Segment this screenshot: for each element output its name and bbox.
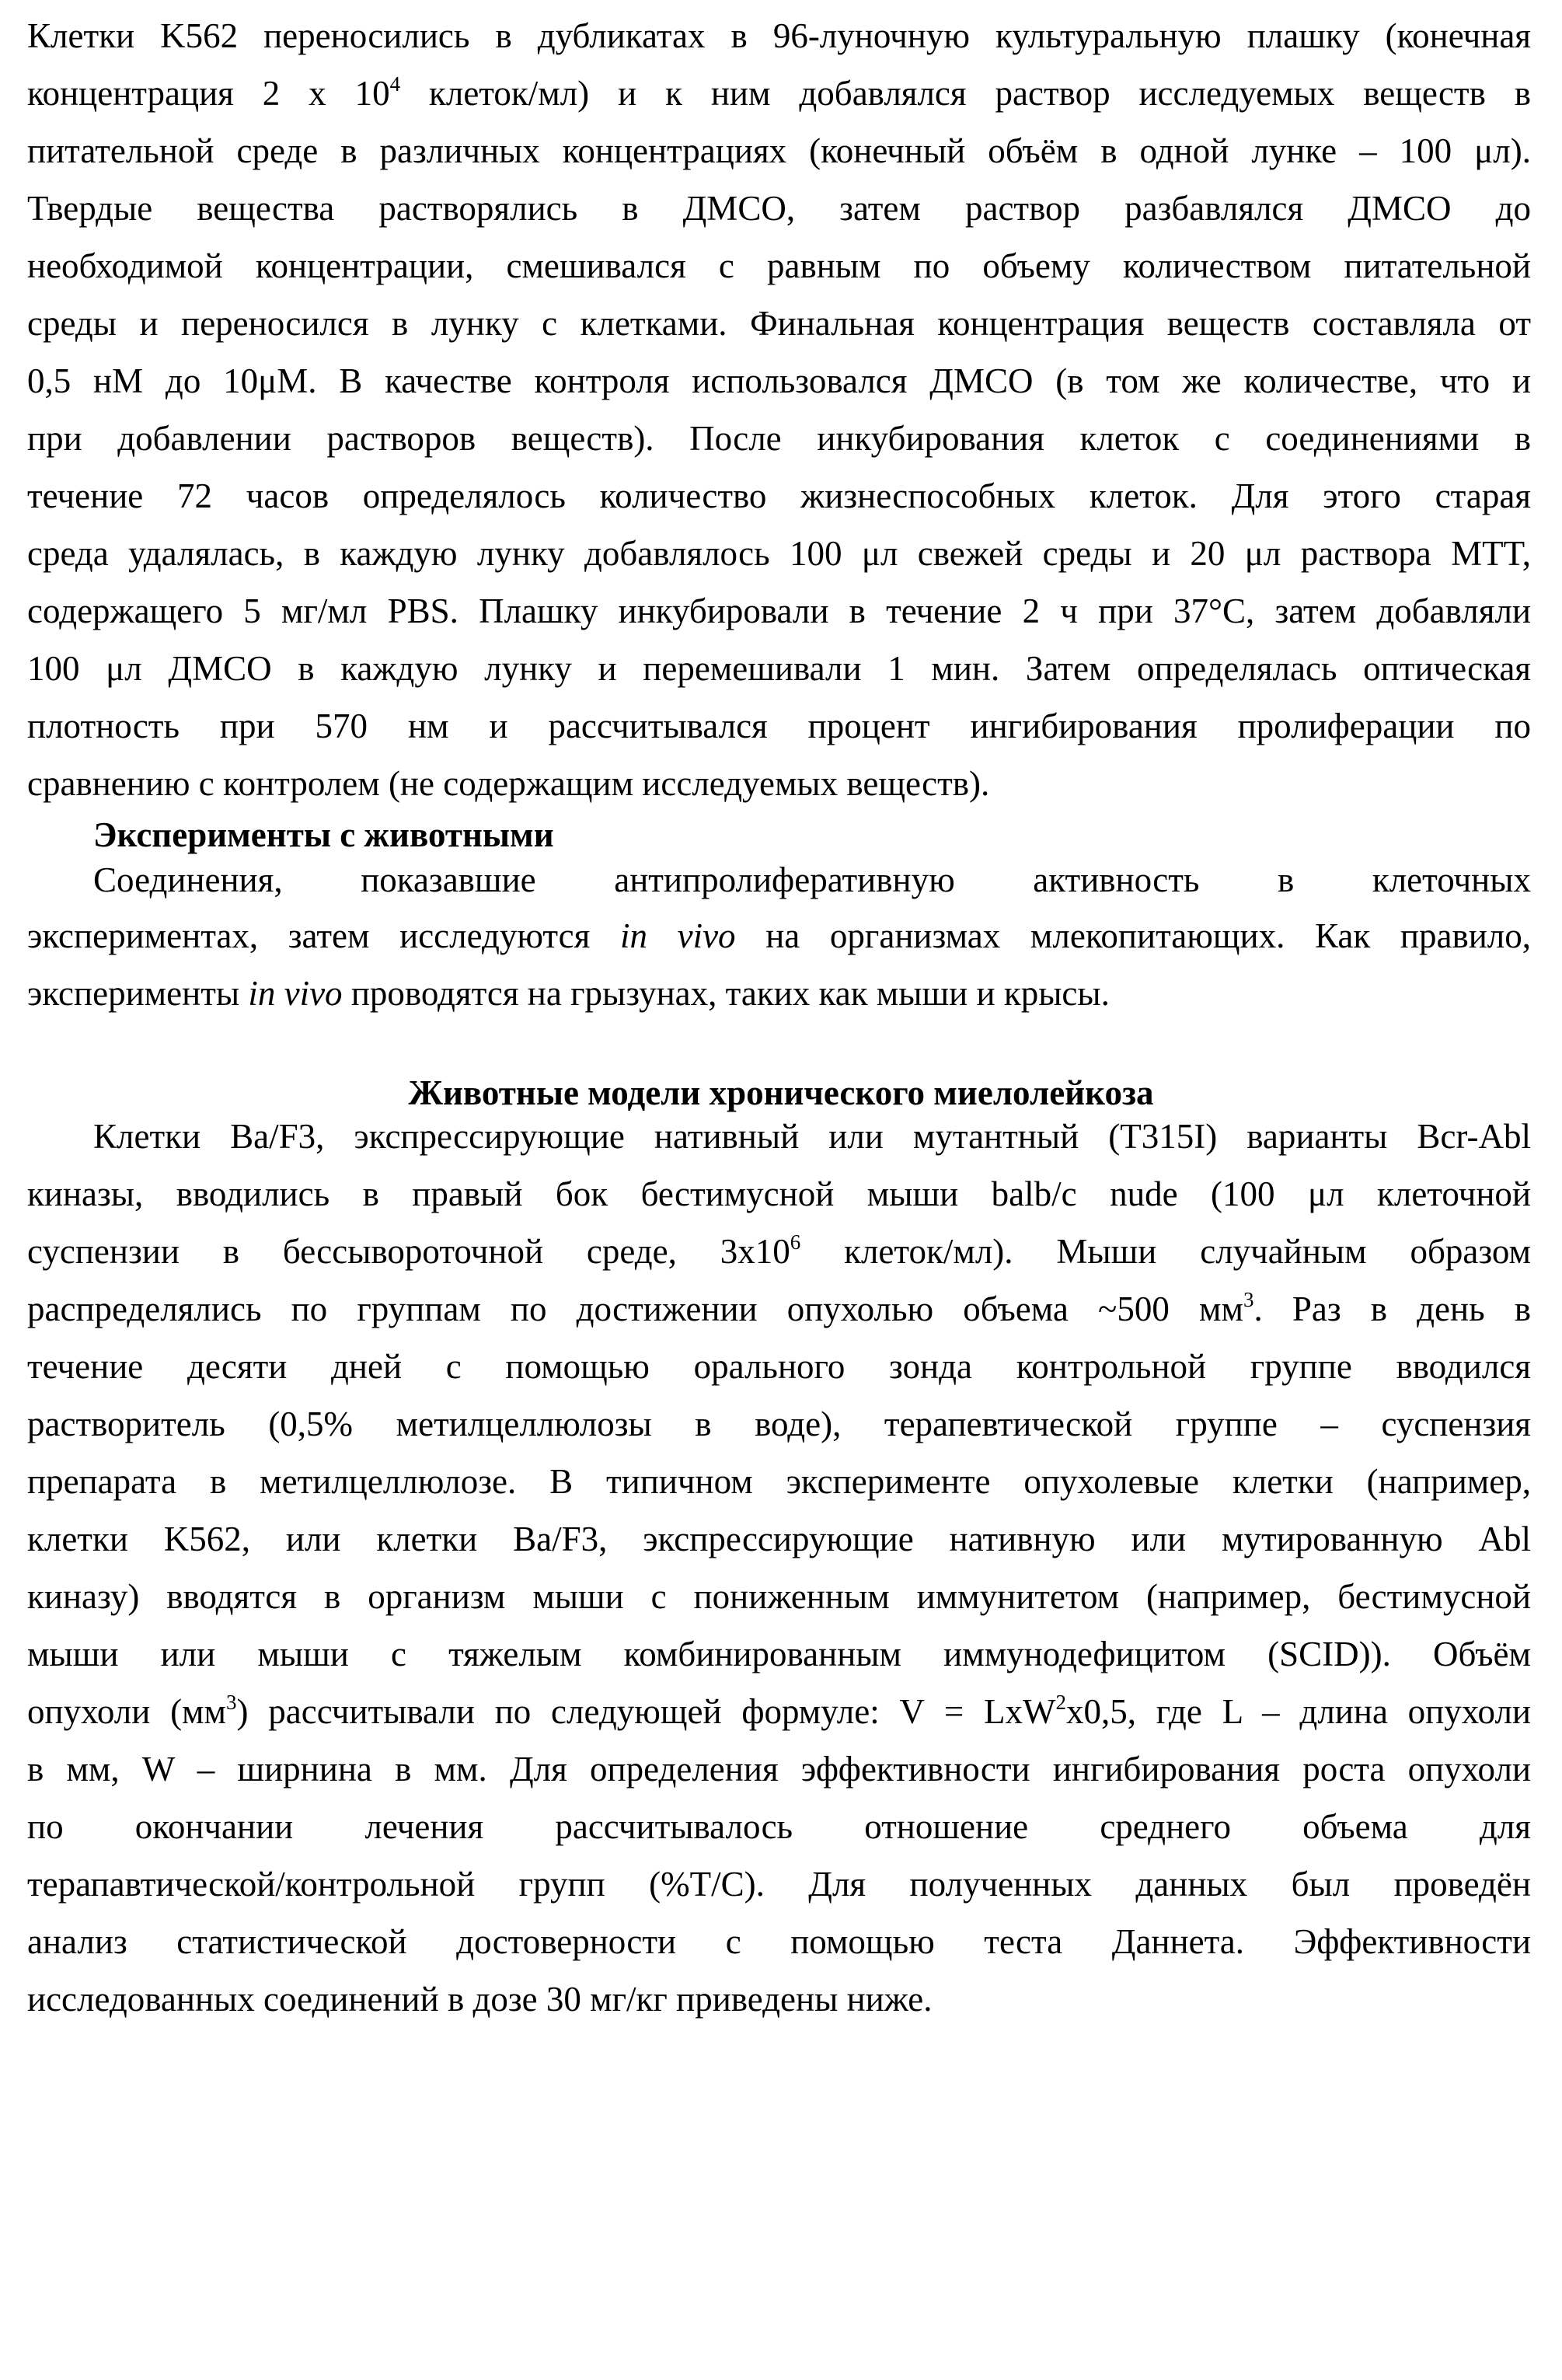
superscript: 4 <box>390 72 401 96</box>
p1-line-1: Клетки K562 переносились в дубликатах в 96-луночную культуральную плашку (конечная <box>27 14 1531 58</box>
text: экспериментах, затем исследуются <box>27 916 620 955</box>
p1-line-5: необходимой концентрации, смешивался с равным по объему количеством питательной <box>27 244 1531 288</box>
text: на организмах млекопитающих. Как правило, <box>736 916 1531 955</box>
text: проводятся на грызунах, таких как мыши и крысы. <box>343 974 1110 1013</box>
p3-line-9: киназу) вводятся в организм мыши с пониженным иммунитетом (например, бестимусной <box>27 1575 1531 1618</box>
p1-line-14: сравнению с контролем (не содержащим исследуемых веществ). <box>27 762 1531 805</box>
p2-line-2 <box>27 914 1531 958</box>
p3-line-12: в мм, W – ширнина в мм. Для определения эффективности ингибирования роста опухоли <box>27 1747 1531 1791</box>
text: распределялись по группам по достижении опухолью объема ~500 мм <box>27 1289 1243 1328</box>
p3-line-1: Клетки Ba/F3, экспрессирующие нативный или мутантный (T315I) варианты Bcr-Abl <box>93 1115 1531 1158</box>
text: ) рассчитывали по следующей формуле: V = LxW <box>237 1692 1056 1731</box>
p1-line-6: среды и переносился в лунку с клетками. Финальная концентрация веществ составляла от <box>27 302 1531 345</box>
text: эксперименты <box>27 974 248 1013</box>
italic-term: in vivo <box>620 916 736 955</box>
p1-line-13: плотность при 570 нм и рассчитывался процент ингибирования пролиферации по <box>27 704 1531 748</box>
text: клеток/мл). Мыши случайным образом <box>800 1232 1531 1271</box>
p1-line-3: питательной среде в различных концентрациях (конечный объём в одной лунке – 100 μл). <box>27 129 1531 173</box>
p1-line-4: Твердые вещества растворялись в ДМСО, затем раствор разбавлялся ДМСО до <box>27 187 1531 230</box>
p3-line-15: анализ статистической достоверности с помощью теста Даннета. Эффективности <box>27 1920 1531 1963</box>
p2-line-1: Соединения, показавшие антипролиферативную активность в клеточных <box>93 858 1531 902</box>
p3-line-7: препарата в метилцеллюлозе. В типичном эксперименте опухолевые клетки (например, <box>27 1460 1531 1503</box>
p3-line-16: исследованных соединений в дозе 30 мг/кг приведены ниже. <box>27 1977 1531 2021</box>
p3-line-11 <box>27 1690 1531 1733</box>
p1-line-8: при добавлении растворов веществ). После инкубирования клеток с соединениями в <box>27 417 1531 460</box>
p3-line-13: по окончании лечения рассчитывалось отношение среднего объема для <box>27 1805 1531 1848</box>
section-heading-animal-experiments: Эксперименты с животными <box>93 813 554 857</box>
p1-line-12: 100 μл ДМСО в каждую лунку и перемешивали 1 мин. Затем определялась оптическая <box>27 647 1531 690</box>
p3-line-8: клетки K562, или клетки Ba/F3, экспрессирующие нативную или мутированную Abl <box>27 1517 1531 1561</box>
section-heading-cml-models: Животные модели хронического миелолейкоза <box>0 1071 1562 1115</box>
document-page <box>0 0 1562 2380</box>
superscript: 6 <box>790 1230 801 1254</box>
p2-line-3 <box>27 972 1531 1015</box>
text: . Раз в день в <box>1253 1289 1531 1328</box>
p3-line-3 <box>27 1230 1531 1273</box>
p3-line-10: мыши или мыши с тяжелым комбинированным иммунодефицитом (SCID)). Объём <box>27 1632 1531 1676</box>
text: клеток/мл) и к ним добавлялся раствор исследуемых веществ в <box>400 74 1531 113</box>
superscript: 3 <box>226 1691 237 1714</box>
p3-line-14: терапавтической/контрольной групп (%T/C). Для полученных данных был проведён <box>27 1862 1531 1906</box>
p1-line-2 <box>27 72 1531 115</box>
p1-line-11: содержащего 5 мг/мл PBS. Плашку инкубировали в течение 2 ч при 37°С, затем добавляли <box>27 589 1531 633</box>
p3-line-2: киназы, вводились в правый бок бестимусной мыши balb/c nude (100 μл клеточной <box>27 1172 1531 1216</box>
p1-line-7: 0,5 нМ до 10μМ. В качестве контроля использовался ДМСО (в том же количестве, что и <box>27 359 1531 403</box>
p3-line-5: течение десяти дней с помощью орального зонда контрольной группе вводился <box>27 1345 1531 1388</box>
text: опухоли (мм <box>27 1692 226 1731</box>
superscript: 3 <box>1243 1288 1254 1311</box>
text: концентрация 2 x 10 <box>27 74 390 113</box>
italic-term: in vivo <box>248 974 342 1013</box>
p3-line-6: растворитель (0,5% метилцеллюлозы в воде), терапевтической группе – суспензия <box>27 1402 1531 1446</box>
p3-line-4 <box>27 1287 1531 1331</box>
p1-line-9: течение 72 часов определялось количество жизнеспособных клеток. Для этого старая <box>27 474 1531 518</box>
text: x0,5, где L – длина опухоли <box>1066 1692 1531 1731</box>
text: суспензии в бессывороточной среде, 3x10 <box>27 1232 790 1271</box>
superscript: 2 <box>1056 1691 1067 1714</box>
p1-line-10: среда удалялась, в каждую лунку добавлялось 100 μл свежей среды и 20 μл раствора MTT, <box>27 532 1531 575</box>
